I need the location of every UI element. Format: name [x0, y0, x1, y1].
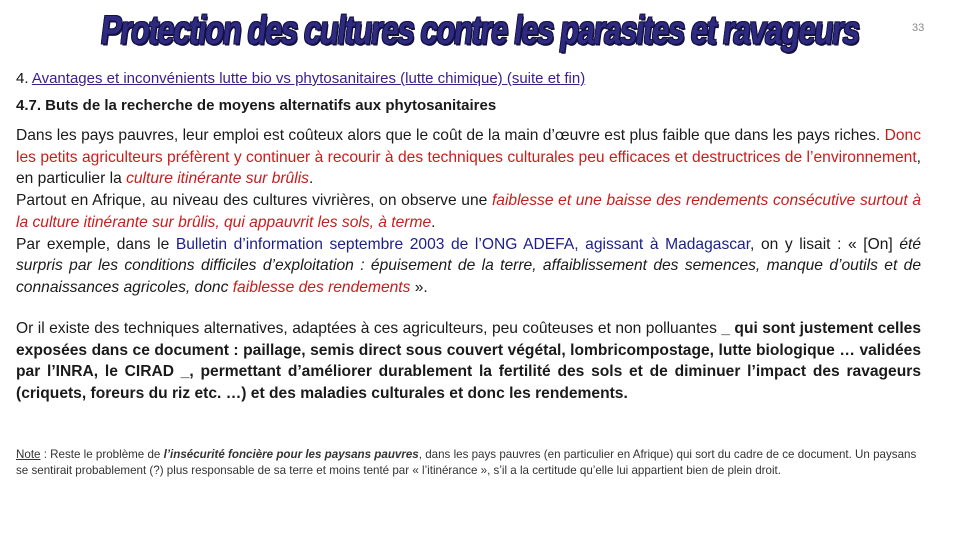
p1-text-4: Partout en Afrique, au niveau des cultures vivrières, on observe une	[16, 192, 492, 210]
note-emphasis: l’insécurité foncière pour les paysans pauvres	[163, 448, 419, 461]
slide-number: 33	[912, 22, 925, 34]
paragraph-2	[16, 318, 921, 405]
p1-text-2: , en particulier la	[16, 148, 921, 188]
p1-text-7: , on y lisait : « [On]	[750, 235, 900, 253]
p1-text-1: Dans les pays pauvres, leur emploi est coûteux alors que le coût de la main d’œuvre est plus faible que dans les pays riches.	[16, 127, 885, 144]
footnote	[16, 447, 926, 478]
section-number: 4.	[16, 70, 32, 87]
p1-quote: été surpris par les conditions difficiles d’exploitation : épuisement de la terre, affaiblissement des semences, manque d’outils et de connaissances agricoles, donc	[16, 235, 922, 296]
p1-highlight-5: faiblesse des rendements	[232, 278, 411, 296]
p1-text-8: ».	[410, 278, 428, 296]
title-area	[0, 6, 960, 64]
p1-text-3: .	[308, 170, 314, 188]
section-heading	[16, 70, 585, 87]
p1-text-5: .	[431, 213, 436, 231]
p1-highlight-1: Donc les petits agriculteurs préfèrent y continuer à recourir à des techniques culturales peu efficaces et destructrices de l’environnement	[16, 127, 921, 166]
section-title-link[interactable]: Avantages et inconvénients lutte bio vs phytosanitaires (lutte chimique) (suite et fin)	[31, 70, 586, 87]
p1-highlight-3: faiblesse et une baisse des rendements consécutive surtout à la culture itinérante sur brûlis, qui appauvrit les sols, à terme	[16, 192, 922, 231]
p2-bold-text: _ qui sont justement celles exposées dans ce document : paillage, semis direct sous couvert végétal, lombricompostage, lutte biologique … validées par l’INRA, le CIRAD _, permettant d’améliorer durablement la fertilité des sols et de diminuer l’impact des ravageurs (criquets, foreurs du riz etc. …) et des maladies culturales et donc les rendements.	[16, 320, 922, 403]
p1-highlight-2: culture itinérante sur brûlis	[126, 170, 309, 188]
paragraph-1	[16, 125, 921, 299]
slide-title: Protection des cultures contre les parasites et ravageurs	[98, 8, 862, 54]
p1-text-6: Par exemple, dans le	[16, 235, 176, 253]
note-label: Note	[16, 448, 41, 461]
subsection-heading: 4.7. Buts de la recherche de moyens alternatifs aux phytosanitaires	[16, 97, 497, 114]
note-text-2: , dans les pays pauvres (en particulier en Afrique) qui sort du cadre de ce document. Un paysans se sentirait probablement (?) plus responsable de sa terre et moins tenté par « l’itinérance », s’il a la certitude qu’elle lui appartient bien de plein droit.	[16, 448, 917, 477]
p2-text-1: Or il existe des techniques alternatives, adaptées à ces agriculteurs, peu coûteuses et non polluantes	[16, 320, 722, 337]
p1-highlight-4: Bulletin d’information septembre 2003 de l’ONG ADEFA, agissant à Madagascar	[175, 235, 751, 253]
note-text-1: : Reste le problème de	[40, 448, 164, 461]
